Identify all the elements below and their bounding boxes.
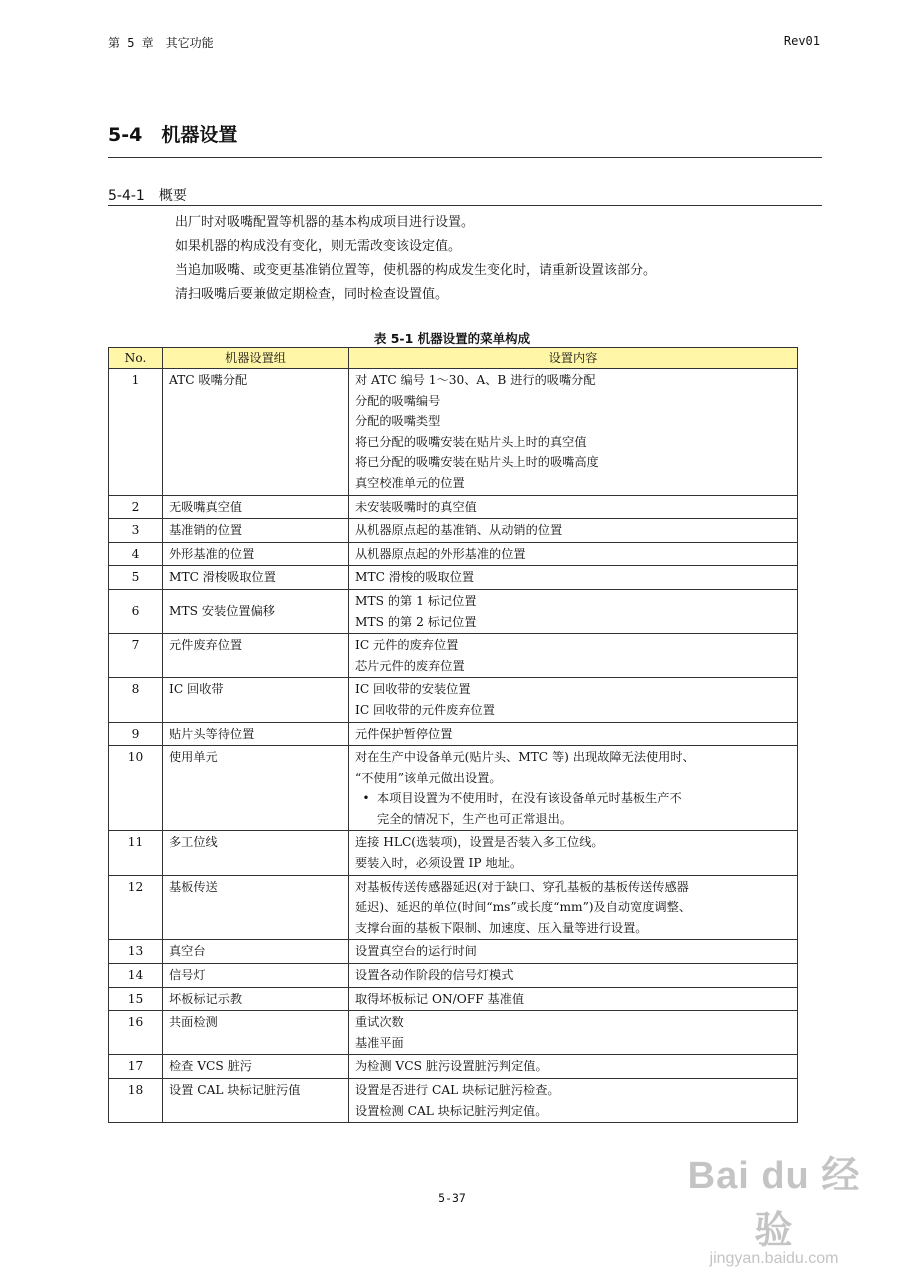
column-header-content: 设置内容 <box>349 348 798 369</box>
settings-group: 元件废弃位置 <box>163 634 349 678</box>
settings-group: 信号灯 <box>163 964 349 988</box>
page-number: 5-37 <box>438 1191 466 1205</box>
section-divider <box>108 157 822 158</box>
table-row <box>109 1011 798 1055</box>
content-line: 元件保护暂停位置 <box>355 726 453 741</box>
settings-group: MTC 滑梭吸取位置 <box>163 566 349 590</box>
column-header-no: No. <box>109 348 163 369</box>
content-line: 取得坏板标记 ON/OFF 基准值 <box>355 991 525 1006</box>
content-line: 未安装吸嘴时的真空值 <box>355 499 477 514</box>
table-row <box>109 519 798 543</box>
content-line: 为检测 VCS 脏污设置脏污判定值。 <box>355 1059 548 1074</box>
settings-content <box>349 1079 798 1123</box>
settings-content <box>349 566 798 590</box>
content-line: 设置是否进行 CAL 块标记脏污检查。 <box>355 1083 560 1097</box>
content-line: 分配的吸嘴编号 <box>355 393 441 408</box>
row-number: 7 <box>109 634 163 678</box>
row-number: 9 <box>109 722 163 746</box>
content-line: 将已分配的吸嘴安装在贴片头上时的吸嘴高度 <box>355 455 599 470</box>
table-row <box>109 875 798 940</box>
content-line: 从机器原点起的外形基准的位置 <box>355 546 526 561</box>
table-row <box>109 940 798 964</box>
settings-group: 无吸嘴真空值 <box>163 495 349 519</box>
content-line: IC 元件的废弃位置 <box>355 638 459 653</box>
settings-group: 基准销的位置 <box>163 519 349 543</box>
table-body <box>109 369 798 1123</box>
settings-content <box>349 964 798 988</box>
table-row <box>109 722 798 746</box>
table-row <box>109 987 798 1011</box>
settings-group: 真空台 <box>163 940 349 964</box>
row-number: 14 <box>109 964 163 988</box>
row-number: 11 <box>109 831 163 875</box>
settings-group: 基板传送 <box>163 875 349 940</box>
settings-content <box>349 746 798 831</box>
column-header-group: 机器设置组 <box>163 348 349 369</box>
baidu-jingyan-watermark <box>684 1144 864 1268</box>
row-number: 18 <box>109 1079 163 1123</box>
table-row <box>109 831 798 875</box>
settings-content <box>349 831 798 875</box>
table-row <box>109 746 798 831</box>
note-text <box>377 788 682 829</box>
content-line: 支撑台面的基板下限制、加速度、压入量等进行设置。 <box>355 920 648 935</box>
row-number: 16 <box>109 1011 163 1055</box>
row-number: 3 <box>109 519 163 543</box>
content-line: 延迟)、延迟的单位(时间“ms”或长度“mm”)及自动宽度调整、 <box>355 900 692 915</box>
table-row <box>109 589 798 633</box>
table-header-row <box>109 348 798 369</box>
content-line: 对在生产中设备单元(贴片头、MTC 等) 出现故障无法使用时、 <box>355 750 695 765</box>
subsection-divider <box>108 205 822 206</box>
settings-content <box>349 495 798 519</box>
settings-content <box>349 678 798 722</box>
table-row <box>109 566 798 590</box>
row-number: 6 <box>109 589 163 633</box>
section-title: 5-4 机器设置 <box>108 124 238 146</box>
content-line: IC 回收带的安装位置 <box>355 682 471 697</box>
settings-group: ATC 吸嘴分配 <box>163 369 349 496</box>
settings-content <box>349 519 798 543</box>
settings-content <box>349 1055 798 1079</box>
content-line: 真空校准单元的位置 <box>355 475 465 490</box>
content-line: 分配的吸嘴类型 <box>355 414 441 429</box>
content-line: 将已分配的吸嘴安装在贴片头上时的真空值 <box>355 434 587 449</box>
running-header-chapter: 第 5 章 其它功能 <box>108 36 214 50</box>
table-row <box>109 369 798 496</box>
settings-content <box>349 940 798 964</box>
table-row <box>109 964 798 988</box>
watermark-url: jingyan.baidu.com <box>709 1250 839 1267</box>
settings-group: 坏板标记示教 <box>163 987 349 1011</box>
content-line: MTC 滑梭的吸取位置 <box>355 570 475 585</box>
settings-group: IC 回收带 <box>163 678 349 722</box>
row-number: 10 <box>109 746 163 831</box>
row-number: 12 <box>109 875 163 940</box>
machine-settings-menu-table <box>108 347 798 1123</box>
settings-group: 使用单元 <box>163 746 349 831</box>
table-row <box>109 542 798 566</box>
row-number: 8 <box>109 678 163 722</box>
content-line: 基准平面 <box>355 1035 404 1050</box>
intro-paragraph <box>175 211 656 307</box>
intro-line: 如果机器的构成没有变化，则无需改变该设定值。 <box>175 239 462 254</box>
settings-group: 设置 CAL 块标记脏污值 <box>163 1079 349 1123</box>
table-caption: 表 5-1 机器设置的菜单构成 <box>373 331 531 346</box>
subsection-title: 5-4-1 概要 <box>108 188 187 204</box>
content-line: 从机器原点起的基准销、从动销的位置 <box>355 523 563 538</box>
note-bullet <box>355 788 791 829</box>
settings-group: 多工位线 <box>163 831 349 875</box>
running-header-revision: Rev01 <box>783 34 820 48</box>
content-line: 对基板传送传感器延迟(对于缺口、穿孔基板的基板传送传感器 <box>355 879 689 894</box>
settings-content <box>349 542 798 566</box>
table-row <box>109 678 798 722</box>
row-number: 4 <box>109 542 163 566</box>
settings-content <box>349 1011 798 1055</box>
settings-content <box>349 369 798 496</box>
content-line: 重试次数 <box>355 1015 404 1030</box>
note-line: 完全的情况下，生产也可正常退出。 <box>377 811 572 826</box>
row-number: 17 <box>109 1055 163 1079</box>
settings-group: 贴片头等待位置 <box>163 722 349 746</box>
watermark-brand: Bai du 经验 <box>687 1155 861 1252</box>
content-line: 设置真空台的运行时间 <box>355 944 477 959</box>
row-number: 13 <box>109 940 163 964</box>
table-row <box>109 1055 798 1079</box>
settings-content <box>349 987 798 1011</box>
settings-content <box>349 634 798 678</box>
note-line: 本项目设置为不使用时，在没有该设备单元时基板生产不 <box>377 791 682 806</box>
settings-group: MTS 安装位置偏移 <box>163 589 349 633</box>
content-line: 芯片元件的废弃位置 <box>355 658 465 673</box>
content-line: “不使用”该单元做出设置。 <box>355 770 502 785</box>
settings-content <box>349 875 798 940</box>
intro-line: 当追加吸嘴、或变更基准销位置等，使机器的构成发生变化时，请重新设置该部分。 <box>175 263 657 278</box>
row-number: 1 <box>109 369 163 496</box>
settings-group: 外形基准的位置 <box>163 542 349 566</box>
intro-line: 出厂时对吸嘴配置等机器的基本构成项目进行设置。 <box>175 215 475 230</box>
settings-content <box>349 722 798 746</box>
content-line: MTS 的第 1 标记位置 <box>355 593 477 608</box>
table-row <box>109 634 798 678</box>
content-line: MTS 的第 2 标记位置 <box>355 614 477 629</box>
settings-group: 检查 VCS 脏污 <box>163 1055 349 1079</box>
content-line: IC 回收带的元件废弃位置 <box>355 702 495 717</box>
intro-line: 清扫吸嘴后要兼做定期检查，同时检查设置值。 <box>175 287 449 302</box>
content-line: 对 ATC 编号 1～30、A、B 进行的吸嘴分配 <box>355 373 596 387</box>
content-line: 设置各动作阶段的信号灯模式 <box>355 968 514 983</box>
settings-content <box>349 589 798 633</box>
row-number: 15 <box>109 987 163 1011</box>
bullet-icon: • <box>362 791 370 806</box>
content-line: 要装入时，必须设置 IP 地址。 <box>355 856 523 871</box>
table-row <box>109 495 798 519</box>
row-number: 5 <box>109 566 163 590</box>
content-line: 连接 HLC(选装项)，设置是否装入多工位线。 <box>355 835 604 850</box>
content-line: 设置检测 CAL 块标记脏污判定值。 <box>355 1103 548 1118</box>
row-number: 2 <box>109 495 163 519</box>
settings-group: 共面检测 <box>163 1011 349 1055</box>
table-row <box>109 1079 798 1123</box>
